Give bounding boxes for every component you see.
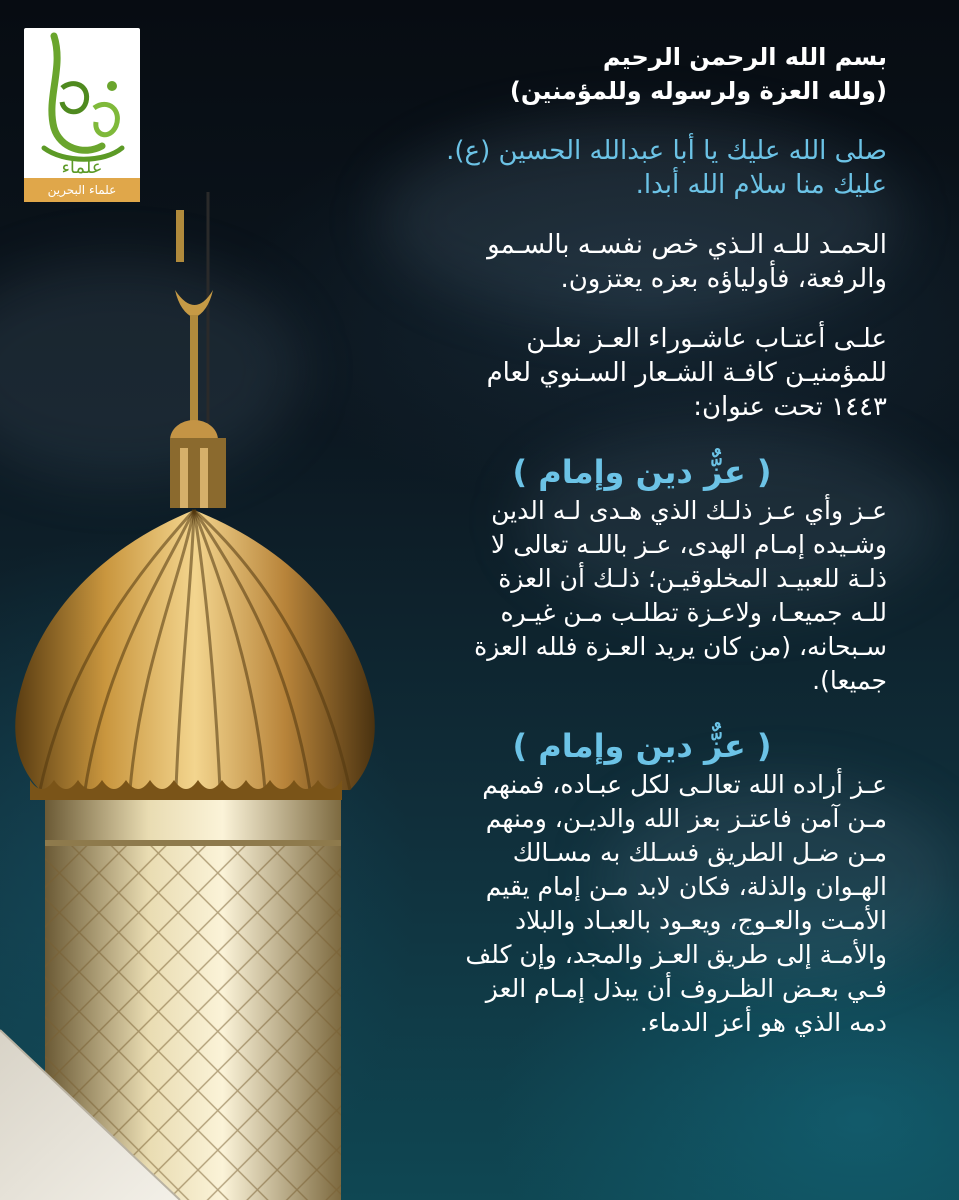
- section-line: فـي بعـض الظـروف أن يبذل إمـام العز: [485, 974, 887, 1003]
- section-line: مـن آمن فاعتـز بعز الله والديـن، ومنهم: [485, 804, 887, 833]
- section-line: الهـوان والذلة، فكان لابد مـن إمام يقيم: [485, 872, 887, 901]
- announcement-line: للمؤمنيـن كافـة الشـعار السـنوي لعام: [486, 358, 887, 388]
- slogan-heading: ( عزٌّ دين وإمام ): [512, 727, 772, 765]
- section-line: للـه جميعـا، ولاعـزة تطلـب مـن غيـره: [500, 598, 887, 627]
- section-line: وشـيده إمـام الهدى، عـز باللـه تعالى لا: [491, 530, 887, 559]
- announcement-line: ١٤٤٣ تحت عنوان:: [693, 392, 887, 422]
- quran-verse: (ولله العزة ولرسوله وللمؤمنين): [509, 77, 887, 105]
- section-line: مـن ضـل الطريق فسـلك به مسـالك: [512, 838, 887, 867]
- basmala: بسم الله الرحمن الرحيم: [602, 43, 887, 71]
- section-line: سـبحانه، (من كان يريد العـزة فلله العزة: [474, 632, 887, 661]
- section-line: والأمـة إلى طريق العـز والمجد، وإن كلف: [465, 940, 887, 969]
- logo-caption: علماء البحرين: [24, 178, 140, 202]
- praise-line: والرفعة، فأولياؤه بعزه يعتزون.: [560, 264, 887, 294]
- section-line: ذلـة للعبيـد المخلوقيـن؛ ذلـك أن العزة: [498, 564, 887, 593]
- logo-calligraphy-icon: [24, 28, 140, 178]
- praise-line: الحمـد للـه الـذي خص نفسـه بالسـمو: [487, 230, 887, 260]
- announcement-line: علـى أعتـاب عاشـوراء العـز نعلـن: [526, 324, 887, 354]
- section-line: عـز وأي عـز ذلـك الذي هـدى لـه الدين: [491, 496, 887, 525]
- section-line: دمه الذي هو أعز الدماء.: [639, 1008, 887, 1037]
- salutation-line: عليك منا سلام الله أبدا.: [635, 170, 887, 200]
- logo-script-text: علماء: [61, 157, 103, 178]
- section-line: عـز أراده الله تعالـى لكل عبـاده، فمنهم: [482, 770, 887, 799]
- organization-logo: [24, 28, 140, 202]
- message-text: [367, 40, 887, 1040]
- section-line: جميعا).: [812, 666, 887, 695]
- slogan-heading: ( عزٌّ دين وإمام ): [512, 453, 772, 491]
- section-line: الأمـت والعـوج، ويعـود بالعبـاد والبلاد: [515, 906, 887, 935]
- minaret-illustration: [0, 180, 400, 1200]
- salutation-line: صلى الله عليك يا أبا عبدالله الحسين (ع).: [446, 136, 887, 166]
